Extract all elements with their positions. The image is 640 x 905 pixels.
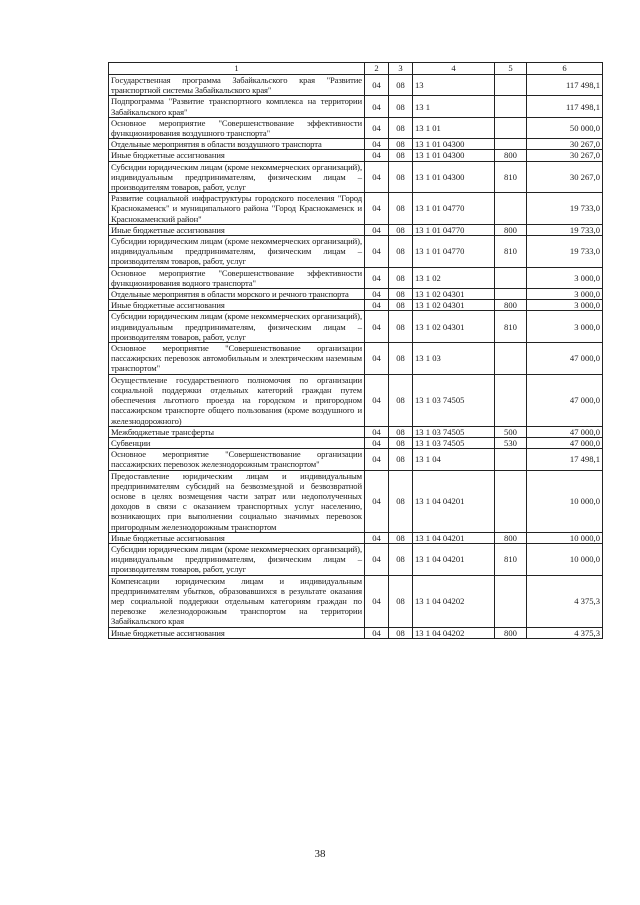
amount-cell: 47 000,0 [527, 426, 603, 437]
target-article-cell: 13 1 01 04300 [413, 139, 495, 150]
amount-cell: 30 267,0 [527, 150, 603, 161]
section-code-cell: 04 [365, 117, 389, 138]
budget-table [108, 62, 603, 639]
table-row [109, 117, 603, 138]
section-code-cell: 04 [365, 532, 389, 543]
row-name-cell: Субсидии юридическим лицам (кроме некоммерческих организаций), индивидуальным предпринимателям, физическим лицам – производителям товаров, работ, услуг [109, 236, 365, 268]
target-article-cell: 13 1 01 04300 [413, 150, 495, 161]
target-article-cell: 13 1 03 74505 [413, 426, 495, 437]
subsection-code-cell: 08 [389, 139, 413, 150]
row-name-cell: Иные бюджетные ассигнования [109, 532, 365, 543]
expense-type-cell [495, 96, 527, 117]
expense-type-cell [495, 139, 527, 150]
subsection-code-cell: 08 [389, 161, 413, 193]
target-article-cell: 13 1 04 04201 [413, 470, 495, 532]
table-row [109, 267, 603, 288]
expense-type-cell [495, 449, 527, 470]
expense-type-cell: 530 [495, 437, 527, 448]
table-row [109, 343, 603, 375]
column-header: 5 [495, 63, 527, 75]
table-row [109, 575, 603, 627]
section-code-cell: 04 [365, 470, 389, 532]
table-row [109, 300, 603, 311]
subsection-code-cell: 08 [389, 437, 413, 448]
row-name-cell: Иные бюджетные ассигнования [109, 627, 365, 638]
table-row [109, 236, 603, 268]
subsection-code-cell: 08 [389, 426, 413, 437]
table-row [109, 96, 603, 117]
amount-cell: 117 498,1 [527, 96, 603, 117]
expense-type-cell [495, 343, 527, 375]
target-article-cell: 13 1 01 04300 [413, 161, 495, 193]
subsection-code-cell: 08 [389, 75, 413, 96]
target-article-cell: 13 1 03 74505 [413, 374, 495, 426]
subsection-code-cell: 08 [389, 374, 413, 426]
row-name-cell: Основное мероприятие "Совершенствование организации пассажирских перевозок железнодорожным транспортом" [109, 449, 365, 470]
section-code-cell: 04 [365, 343, 389, 375]
section-code-cell: 04 [365, 236, 389, 268]
amount-cell: 4 375,3 [527, 575, 603, 627]
subsection-code-cell: 08 [389, 289, 413, 300]
amount-cell: 50 000,0 [527, 117, 603, 138]
section-code-cell: 04 [365, 96, 389, 117]
section-code-cell: 04 [365, 224, 389, 235]
target-article-cell: 13 1 03 74505 [413, 437, 495, 448]
subsection-code-cell: 08 [389, 300, 413, 311]
row-name-cell: Межбюджетные трансферты [109, 426, 365, 437]
table-row [109, 224, 603, 235]
column-header: 6 [527, 63, 603, 75]
row-name-cell: Субсидии юридическим лицам (кроме некоммерческих организаций), индивидуальным предпринимателям, физическим лицам – производителям товаров, работ, услуг [109, 311, 365, 343]
subsection-code-cell: 08 [389, 267, 413, 288]
target-article-cell: 13 1 02 04301 [413, 300, 495, 311]
amount-cell: 19 733,0 [527, 236, 603, 268]
target-article-cell: 13 1 04 04202 [413, 627, 495, 638]
expense-type-cell: 800 [495, 627, 527, 638]
expense-type-cell: 500 [495, 426, 527, 437]
target-article-cell: 13 1 02 [413, 267, 495, 288]
row-name-cell: Субсидии юридическим лицам (кроме некоммерческих организаций), индивидуальным предпринимателям, физическим лицам – производителям товаров, работ, услуг [109, 161, 365, 193]
table-row [109, 374, 603, 426]
subsection-code-cell: 08 [389, 343, 413, 375]
amount-cell: 3 000,0 [527, 289, 603, 300]
row-name-cell: Основное мероприятие "Совершенствование организации пассажирских перевозок автомобильным и электрическим наземным транспортом" [109, 343, 365, 375]
section-code-cell: 04 [365, 267, 389, 288]
subsection-code-cell: 08 [389, 117, 413, 138]
amount-cell: 30 267,0 [527, 139, 603, 150]
table-row [109, 426, 603, 437]
row-name-cell: Осуществление государственного полномочия по организации социальной поддержки отдельных категорий граждан путем обеспечения льготного проезда на городском и пригородном пассажирском транспорте общего пользования (кроме воздушного и железнодорожного) [109, 374, 365, 426]
target-article-cell: 13 1 04 [413, 449, 495, 470]
subsection-code-cell: 08 [389, 224, 413, 235]
section-code-cell: 04 [365, 75, 389, 96]
table-row [109, 75, 603, 96]
subsection-code-cell: 08 [389, 449, 413, 470]
subsection-code-cell: 08 [389, 311, 413, 343]
row-name-cell: Иные бюджетные ассигнования [109, 224, 365, 235]
expense-type-cell: 810 [495, 543, 527, 575]
row-name-cell: Иные бюджетные ассигнования [109, 150, 365, 161]
row-name-cell: Субсидии юридическим лицам (кроме некоммерческих организаций), индивидуальным предпринимателям, физическим лицам – производителям товаров, работ, услуг [109, 543, 365, 575]
target-article-cell: 13 1 02 04301 [413, 311, 495, 343]
column-header: 2 [365, 63, 389, 75]
expense-type-cell: 800 [495, 532, 527, 543]
section-code-cell: 04 [365, 193, 389, 225]
table-row [109, 289, 603, 300]
expense-type-cell: 800 [495, 224, 527, 235]
row-name-cell: Основное мероприятие "Совершенствование эффективности функционирования водного транспорта" [109, 267, 365, 288]
row-name-cell: Государственная программа Забайкальского края "Развитие транспортной системы Забайкальского края" [109, 75, 365, 96]
target-article-cell: 13 1 04 04201 [413, 532, 495, 543]
target-article-cell: 13 1 02 04301 [413, 289, 495, 300]
row-name-cell: Основное мероприятие "Совершенствование эффективности функционирования воздушного транспорта" [109, 117, 365, 138]
column-header: 3 [389, 63, 413, 75]
section-code-cell: 04 [365, 426, 389, 437]
expense-type-cell [495, 289, 527, 300]
section-code-cell: 04 [365, 150, 389, 161]
table-header-row [109, 63, 603, 75]
amount-cell: 47 000,0 [527, 374, 603, 426]
table-body [109, 75, 603, 639]
expense-type-cell: 800 [495, 300, 527, 311]
section-code-cell: 04 [365, 311, 389, 343]
target-article-cell: 13 1 04 04201 [413, 543, 495, 575]
table-row [109, 311, 603, 343]
section-code-cell: 04 [365, 300, 389, 311]
amount-cell: 10 000,0 [527, 532, 603, 543]
amount-cell: 19 733,0 [527, 224, 603, 235]
section-code-cell: 04 [365, 449, 389, 470]
table-row [109, 449, 603, 470]
table-row [109, 543, 603, 575]
expense-type-cell [495, 117, 527, 138]
row-name-cell: Иные бюджетные ассигнования [109, 300, 365, 311]
section-code-cell: 04 [365, 161, 389, 193]
amount-cell: 47 000,0 [527, 437, 603, 448]
expense-type-cell: 810 [495, 311, 527, 343]
amount-cell: 3 000,0 [527, 267, 603, 288]
section-code-cell: 04 [365, 543, 389, 575]
expense-type-cell: 800 [495, 150, 527, 161]
row-name-cell: Компенсации юридическим лицам и индивидуальным предпринимателям убытков, образовавшихся в результате оказания мер социальной поддержки отдельным категориям граждан по перевозке железнодорожным транспортом на территории Забайкальского края [109, 575, 365, 627]
amount-cell: 47 000,0 [527, 343, 603, 375]
target-article-cell: 13 1 01 [413, 117, 495, 138]
row-name-cell: Развитие социальной инфраструктуры городского поселения "Город Краснокаменск" и муниципального района "Город Краснокаменск и Краснокаменский район" [109, 193, 365, 225]
amount-cell: 19 733,0 [527, 193, 603, 225]
section-code-cell: 04 [365, 575, 389, 627]
subsection-code-cell: 08 [389, 470, 413, 532]
expense-type-cell [495, 575, 527, 627]
target-article-cell: 13 1 03 [413, 343, 495, 375]
expense-type-cell: 810 [495, 161, 527, 193]
section-code-cell: 04 [365, 627, 389, 638]
subsection-code-cell: 08 [389, 543, 413, 575]
amount-cell: 10 000,0 [527, 543, 603, 575]
expense-type-cell [495, 193, 527, 225]
table-row [109, 161, 603, 193]
amount-cell: 4 375,3 [527, 627, 603, 638]
subsection-code-cell: 08 [389, 627, 413, 638]
target-article-cell: 13 1 01 04770 [413, 236, 495, 268]
target-article-cell: 13 1 01 04770 [413, 193, 495, 225]
row-name-cell: Подпрограмма "Развитие транспортного комплекса на территории Забайкальского края" [109, 96, 365, 117]
table-row [109, 437, 603, 448]
amount-cell: 117 498,1 [527, 75, 603, 96]
table-row [109, 470, 603, 532]
amount-cell: 30 267,0 [527, 161, 603, 193]
row-name-cell: Предоставление юридическим лицам и индивидуальным предпринимателям субсидий на безвозмездной и безвозвратной основе в целях возмещения части затрат или недополученных доходов в связи с оказанием транспортных услуг населению, возникающих при выполнении социально значимых перевозок пригородным железнодорожным транспортом [109, 470, 365, 532]
expense-type-cell [495, 267, 527, 288]
table-row [109, 193, 603, 225]
section-code-cell: 04 [365, 374, 389, 426]
expense-type-cell [495, 75, 527, 96]
amount-cell: 10 000,0 [527, 470, 603, 532]
table-row [109, 150, 603, 161]
subsection-code-cell: 08 [389, 150, 413, 161]
expense-type-cell [495, 374, 527, 426]
subsection-code-cell: 08 [389, 575, 413, 627]
subsection-code-cell: 08 [389, 96, 413, 117]
row-name-cell: Субвенции [109, 437, 365, 448]
column-header: 4 [413, 63, 495, 75]
target-article-cell: 13 1 01 04770 [413, 224, 495, 235]
target-article-cell: 13 1 [413, 96, 495, 117]
section-code-cell: 04 [365, 437, 389, 448]
column-header: 1 [109, 63, 365, 75]
table-row [109, 532, 603, 543]
target-article-cell: 13 [413, 75, 495, 96]
subsection-code-cell: 08 [389, 236, 413, 268]
subsection-code-cell: 08 [389, 532, 413, 543]
page-number: 38 [314, 848, 326, 860]
subsection-code-cell: 08 [389, 193, 413, 225]
table-row [109, 627, 603, 638]
section-code-cell: 04 [365, 289, 389, 300]
row-name-cell: Отдельные мероприятия в области морского и речного транспорта [109, 289, 365, 300]
amount-cell: 3 000,0 [527, 300, 603, 311]
amount-cell: 3 000,0 [527, 311, 603, 343]
section-code-cell: 04 [365, 139, 389, 150]
amount-cell: 17 498,1 [527, 449, 603, 470]
row-name-cell: Отдельные мероприятия в области воздушного транспорта [109, 139, 365, 150]
expense-type-cell: 810 [495, 236, 527, 268]
table-row [109, 139, 603, 150]
target-article-cell: 13 1 04 04202 [413, 575, 495, 627]
expense-type-cell [495, 470, 527, 532]
